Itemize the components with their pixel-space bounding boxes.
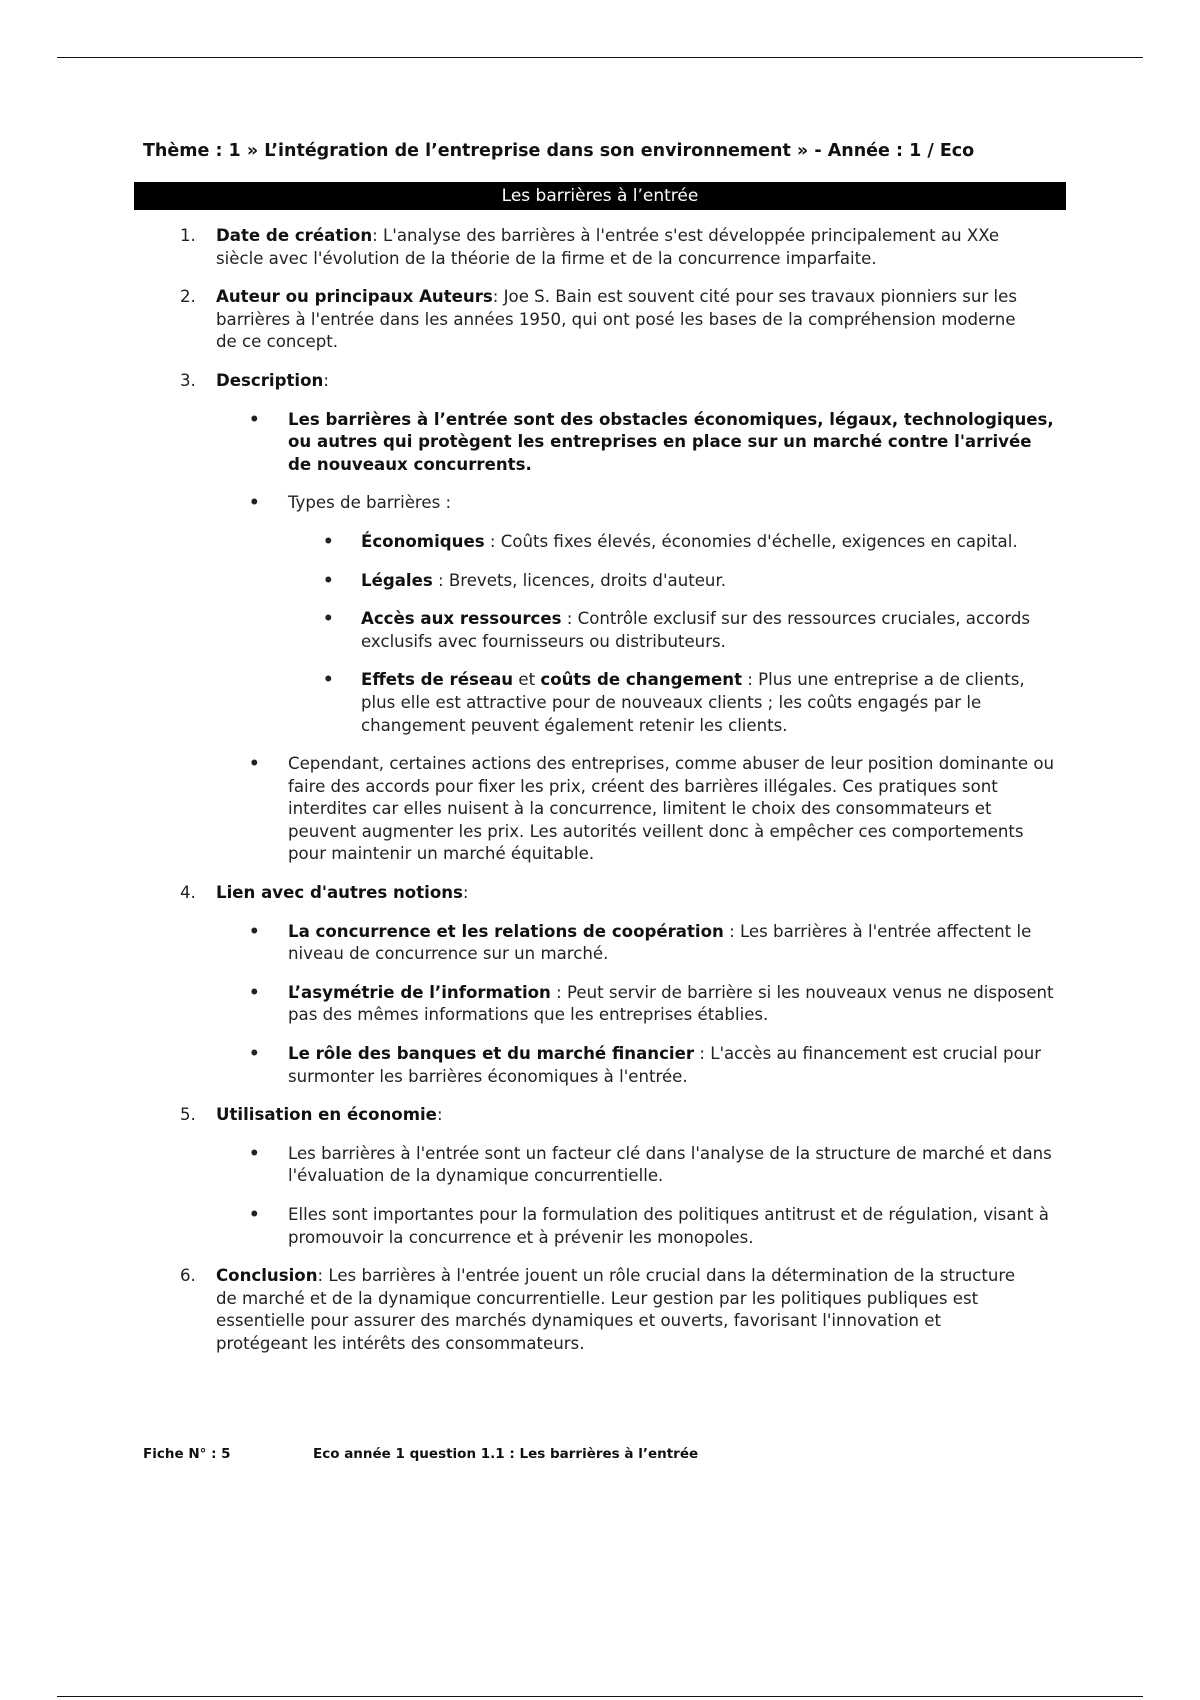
bullet-text: Types de barrières : [288, 493, 452, 513]
sub-bullet-label: Légales [361, 570, 433, 590]
item-number: 6. [180, 1266, 196, 1286]
item-number: 3. [180, 370, 196, 390]
sub-bullet-economiques [0, 531, 1051, 554]
bullet-label: Le rôle des banques et du marché financier [288, 1044, 695, 1064]
sub-bullet-text: : Brevets, licences, droits d'auteur. [432, 570, 727, 590]
bullet-text: Cependant, certaines actions des entreprises, comme abuser de leur position dominante ou faire des accords pour fixer les prix, créent des barrières illégales. Ces pratiques sont interdites car elles nuisent à la concurrence, limitent le choix des consommateurs et peuvent augmenter les prix. Les autorités veillent donc à empêcher ces comportements pour maintenir un marché équitable. [288, 754, 1055, 864]
list-item-date [0, 225, 1031, 270]
sub-bullet-text: : Contrôle exclusif sur des ressources cruciales, accords exclusifs avec fournisseurs ou distributeurs. [361, 609, 1031, 651]
item-label: Auteur ou principaux Auteurs [216, 287, 493, 307]
bullet-dot: • [323, 531, 334, 551]
bullet-dot: • [249, 1044, 260, 1064]
bullet-concurrence [0, 921, 1058, 966]
bullet-dot: • [323, 609, 334, 629]
item-number: 1. [180, 226, 196, 245]
list-item-utilisation [0, 1104, 1031, 1127]
sub-bullet-text: : Coûts fixes élevés, économies d'échelle, exigences en capital. [484, 531, 1018, 551]
bullet-text: : Peut servir de barrière si les nouveaux venus ne disposent pas des mêmes informations que les entreprises établies. [288, 982, 1054, 1025]
bullet-dot: • [249, 493, 260, 513]
bullet-dot: • [249, 921, 260, 941]
list-item-conclusion [0, 1265, 1031, 1355]
title-banner: Les barrières à l’entrée [134, 182, 1066, 210]
bullet-types-intro [0, 492, 1058, 515]
fiche-number: Fiche N° : 5 [143, 1446, 231, 1462]
item-text: : [323, 370, 329, 390]
sub-bullet-text: : Plus une entreprise a de clients, plus elle est attractive pour de nouveaux clients ; les coûts engagés par le changement peuvent également retenir les clients. [361, 670, 1025, 735]
bullet-dot: • [249, 1205, 260, 1224]
sub-bullet-legales [0, 570, 1051, 593]
sub-bullet-label-2: coûts de changement [540, 670, 743, 690]
sub-bullet-label: Accès aux ressources [361, 609, 562, 629]
document-body [0, 225, 1200, 1372]
bullet-dot: • [249, 409, 260, 429]
item-label: Utilisation en économie [216, 1105, 437, 1125]
bullet-definition [0, 409, 1058, 477]
bullet-text: : Les barrières à l'entrée affectent le niveau de concurrence sur un marché. [288, 921, 1032, 964]
bullet-label: La concurrence et les relations de coopération [288, 921, 724, 941]
bullet-asymetrie [0, 982, 1058, 1027]
item-text: : [436, 1105, 443, 1125]
bullet-text: : L'accès au financement est crucial pour surmonter les barrières économiques à l'entrée. [288, 1044, 1042, 1086]
item-number: 4. [180, 883, 196, 903]
bullet-text: Elles sont importantes pour la formulation des politiques antitrust et de régulation, visant à promouvoir la concurrence et à prévenir les monopoles. [288, 1205, 1049, 1247]
bullet-text: Les barrières à l'entrée sont un facteur clé dans l'analyse de la structure de marché et dans l'évaluation de la dynamique concurrentielle. [288, 1143, 1052, 1186]
bullet-dot: • [323, 670, 334, 690]
sub-bullet-label: Effets de réseau [361, 670, 514, 690]
top-rule [57, 57, 1143, 58]
bullet-dot: • [249, 1143, 260, 1163]
list-item-auteurs [0, 286, 1031, 354]
item-text: : Les barrières à l'entrée jouent un rôle crucial dans la détermination de la structure de marché et de la dynamique concurrentielle. Leur gestion par les politiques publiques est essentielle pour assurer des marchés dynamiques et ouverts, favorisant l'innovation et protégeant les intérêts des consommateurs. [216, 1266, 1016, 1353]
sub-bullet-ressources [0, 608, 1051, 653]
item-text: : L'analyse des barrières à l'entrée s'est développée principalement au XXe siècle avec l'évolution de la théorie de la firme et de la concurrence imparfaite. [216, 226, 1000, 268]
bullet-text: Les barrières à l’entrée sont des obstacles économiques, légaux, technologiques, ou autres qui protègent les entreprises en place sur un marché contre l'arrivée de nouveaux concurrents. [288, 409, 1054, 474]
bullet-dot: • [249, 982, 260, 1002]
bullet-dot: • [249, 754, 260, 774]
bullet-banques [0, 1043, 1058, 1088]
item-text: : [462, 883, 469, 903]
sub-bullet-label: Économiques [361, 531, 485, 551]
theme-heading: Thème : 1 » L’intégration de l’entreprise dans son environnement » - Année : 1 / Eco [143, 141, 975, 161]
item-number: 2. [180, 287, 196, 307]
bottom-rule [57, 1696, 1143, 1697]
item-label: Conclusion [216, 1266, 318, 1286]
sub-bullet-connector: et [513, 670, 541, 690]
bullet-cependant [0, 753, 1058, 866]
item-label: Date de création [216, 226, 373, 245]
question-reference: Eco année 1 question 1.1 : Les barrières à l’entrée [313, 1446, 699, 1462]
bullet-dot: • [323, 570, 334, 590]
bullet-politiques [0, 1204, 1058, 1249]
item-number: 5. [180, 1105, 196, 1125]
item-label: Lien avec d'autres notions [216, 883, 463, 903]
sub-bullet-reseau [0, 669, 1051, 737]
list-item-description [0, 370, 1031, 393]
list-item-lien [0, 882, 1031, 905]
item-label: Description [216, 370, 324, 390]
bullet-facteur [0, 1143, 1058, 1188]
item-text: : Joe S. Bain est souvent cité pour ses travaux pionniers sur les barrières à l'entrée dans les années 1950, qui ont posé les bases de la compréhension moderne de ce concept. [216, 287, 1017, 352]
bullet-label: L’asymétrie de l’information [288, 982, 551, 1002]
